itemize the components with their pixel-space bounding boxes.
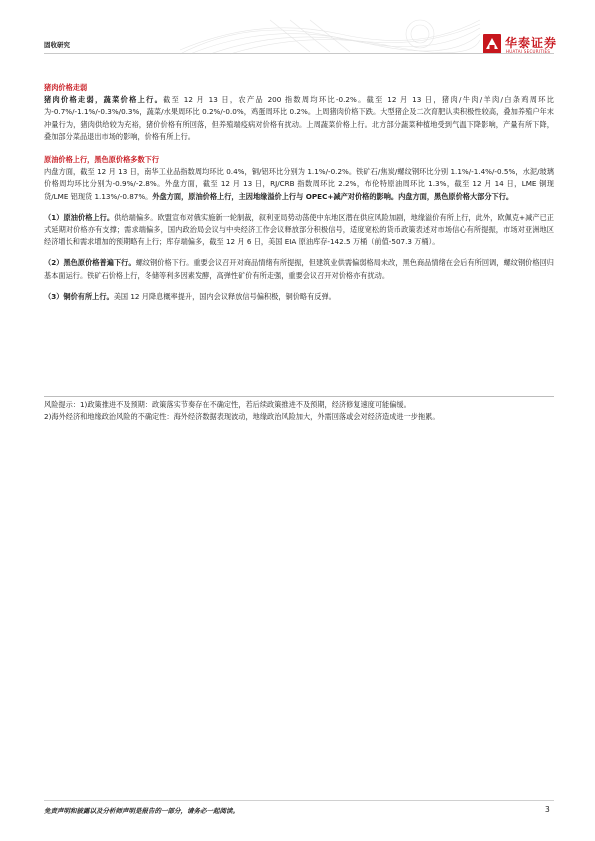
header-decorative-pattern [170,16,490,56]
page-number: 3 [545,805,550,814]
footer-disclaimer: 免责声明和披露以及分析师声明是报告的一部分，请务必一起阅读。 [44,807,239,815]
copper-title: （3）铜价有所上行。 [44,291,114,301]
risk-line-2: 2)海外经济和地缘政治风险的不确定性：海外经济数据表现波动，地缘政治风险加大，外需回落或会对经济造成进一步拖累。 [44,412,440,422]
main-content [44,82,554,303]
huatai-logo-icon [483,34,501,54]
oil-body: 供给端偏多。欧盟宣布对俄实施新一轮制裁，叙利亚局势动荡使中东地区潜在供应风险加剧，地缘溢价有所上行，此外，欧佩克+减产已正式延期对价格亦有支撑；需求端偏多，国内政治局会议与中央经济工作会议释放部分积极信号，适度宽松的货币政策表述对市场信心有所提振，市场对亚洲地区经济增长和需求增加的预期略有上行；库存端偏多，截至 12 月 6 日，美国 EIA 原油库存-142.5 万桶（前值-507.3 万桶）。 [44,212,554,247]
copper-body: 美国 12 月降息概率提升，国内会议释放信号偏积极，铜价略有反弹。 [113,291,336,301]
ferrous-paragraph [44,257,554,281]
pork-section-title: 猪肉价格走弱 [44,83,88,92]
crude-section-title: 原油价格上行，黑色原价格多数下行 [44,155,160,165]
ferrous-title: （2）黑色原价格普遍下行。 [44,258,136,268]
ferrous-body: 螺纹钢价格下行。重要会议召开对商品情绪有所提振，但建筑业供需偏弱格局未改，黑色商品情绪在会后有所回调，螺纹钢价格回归基本面运行。铁矿石价格上行，冬储等利多因素发酵，高弹性矿价有所走强，重要会议召开对价格亦有扰动。 [44,258,554,280]
pork-lead: 猪肉价格走弱，蔬菜价格上行。 [44,95,164,105]
oil-paragraph [44,212,554,249]
risk-warning [44,396,554,423]
pork-body: 截至 12 月 13 日，农产品 200 指数周均环比-0.2%。截至 12 月 13 日，猪肉/牛肉/羊肉/白条鸡周环比为-0.7%/-1.1%/-0.3%/0.3%，蔬菜/水果周环比 0.2%/-0.0%，鸡蛋周环比 0.2%。上周猪肉价格下跌。大型猪企及二次育肥认卖积极性较高，叠加养殖户年末冲量行为，猪肉供给较为充裕，猪价价格有所回落，但养殖端疫病对价格有扰动。上周蔬菜价格上行。北方部分蔬菜种植地受到气温下降影响，产量有所下降，叠加部分菜品退出市场的影响，价格有所上行。 [44,95,554,141]
crude-body: 内盘方面，截至 12 月 13 日，南华工业品指数周均环比 0.4%，铜/铝环比分别为 1.1%/-0.2%。铁矿石/焦炭/螺纹钢环比分别 1.1%/-1.4%/-0.5%，水泥/玻璃价格周均环比分别为-0.9%/-2.8%。外盘方面，截至 12 月 13 日，RJ/CRB 指数周环比 2.2%，布伦特原油周环比 1.3%，截至 12 月 14 日，LME 铜现货/LME 铝现货 1.13%/-0.87%。 [44,167,554,201]
copper-paragraph [44,291,554,303]
risk-line-1: 风险提示：1)政策推进不及预期：政策落实节奏存在不确定性，若后续政策推进不及预期，经济修复速度可能偏缓。 [44,400,411,409]
footer-divider [44,800,554,801]
logo-english-name: HUATAI SECURITIES [506,49,551,54]
logo-chinese-name: 华泰证券 [505,36,558,50]
oil-title: （1）原油价格上行。 [44,212,115,222]
crude-tail: 外盘方面，原油价格上行，主因地缘溢价上行与 OPEC+减产对价格的影响。内盘方面，黑色原价格大部分下行。 [152,191,514,201]
header-section-label: 固收研究 [44,41,70,49]
crude-paragraph [44,166,554,203]
header-divider [44,53,554,54]
pork-paragraph [44,94,554,143]
